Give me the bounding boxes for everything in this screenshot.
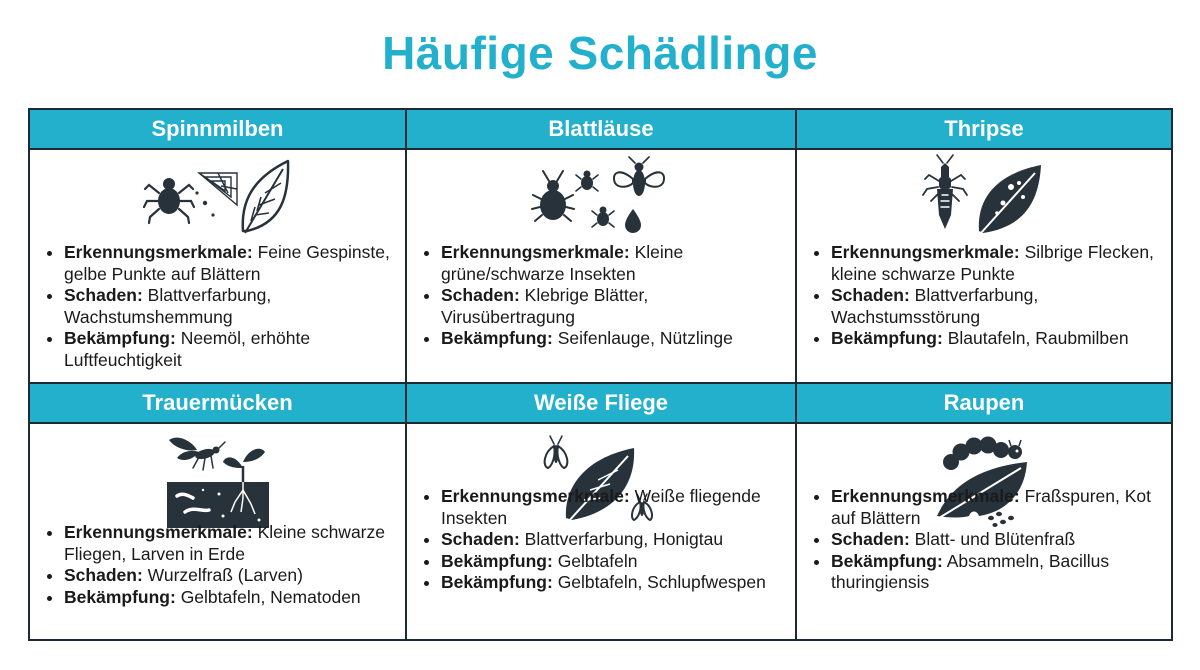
pest-details [421, 486, 785, 594]
card-illustration [407, 152, 795, 238]
card-title: Spinnmilben [30, 110, 405, 150]
card-title: Thripse [797, 110, 1171, 150]
pest-details [811, 486, 1161, 594]
detect-item: • Erkennungsmerkmale: Kleine schwarze Fliegen, Larven in Erde [64, 522, 395, 565]
card-title: Raupen [797, 384, 1171, 424]
pest-details [44, 242, 395, 371]
damage-item: • Schaden: Blattverfarbung, Honigtau [441, 529, 785, 551]
pest-card-blattlaeuse [407, 110, 797, 384]
pest-card-thripse [797, 110, 1171, 384]
card-title: Trauermücken [30, 384, 405, 424]
pest-grid [28, 108, 1173, 641]
pest-details [421, 242, 785, 350]
gnat-icon [169, 438, 225, 470]
honeydew-drop-icon [625, 209, 641, 233]
damage-item: • Schaden: Klebrige Blätter, Virusübertragung [441, 285, 785, 328]
page-title: Häufige Schädlinge [382, 27, 818, 79]
mite-icon [144, 178, 194, 223]
detect-item: • Erkennungsmerkmale: Silbrige Flecken, kleine schwarze Punkte [831, 242, 1161, 285]
control-item: • Bekämpfung: Neemöl, erhöhte Luftfeuchtigkeit [64, 328, 395, 371]
control-item: • Bekämpfung: Absammeln, Bacillus thuringiensis [831, 551, 1161, 594]
card-title: Blattläuse [407, 110, 795, 150]
aphid-icon [532, 171, 614, 228]
pest-card-weisse-fliege [407, 384, 797, 639]
control-item: • Bekämpfung: Gelbtafeln, Nematoden [64, 587, 395, 609]
detect-item: • Erkennungsmerkmale: Weiße fliegende Insekten [441, 486, 785, 529]
winged-aphid-icon [614, 157, 664, 196]
control-item: • Bekämpfung: Seifenlauge, Nützlinge [441, 328, 785, 350]
pest-card-trauermuecken [30, 384, 407, 639]
card-illustration [30, 430, 405, 530]
pest-details [44, 522, 395, 608]
damage-item: • Schaden: Blattverfarbung, Wachstumshemmung [64, 285, 395, 328]
spotted-leaf-icon [979, 165, 1041, 233]
damage-item: • Schaden: Wurzelfraß (Larven) [64, 565, 395, 587]
control-item: • Bekämpfung: Gelbtafeln [441, 551, 785, 573]
control-item: • Bekämpfung: Blautafeln, Raubmilben [831, 328, 1161, 350]
pest-details [811, 242, 1161, 350]
control-item-2: • Bekämpfung: Gelbtafeln, Schlupfwespen [441, 572, 785, 594]
card-illustration [30, 152, 405, 238]
leaf-icon [242, 161, 287, 233]
detect-item: • Erkennungsmerkmale: Kleine grüne/schwarze Insekten [441, 242, 785, 285]
damage-item: • Schaden: Blatt- und Blütenfraß [831, 529, 1161, 551]
seedling-icon [223, 449, 265, 482]
detect-item: • Erkennungsmerkmale: Feine Gespinste, gelbe Punkte auf Blättern [64, 242, 395, 285]
thrips-icon [923, 155, 967, 229]
card-illustration [797, 152, 1171, 238]
detect-item: • Erkennungsmerkmale: Fraßspuren, Kot auf Blättern [831, 486, 1161, 529]
card-title: Weiße Fliege [407, 384, 795, 424]
spider-web-icon [195, 173, 237, 217]
pest-card-spinnmilben [30, 110, 407, 384]
pest-card-raupen [797, 384, 1171, 639]
damage-item: • Schaden: Blattverfarbung, Wachstumsstörung [831, 285, 1161, 328]
